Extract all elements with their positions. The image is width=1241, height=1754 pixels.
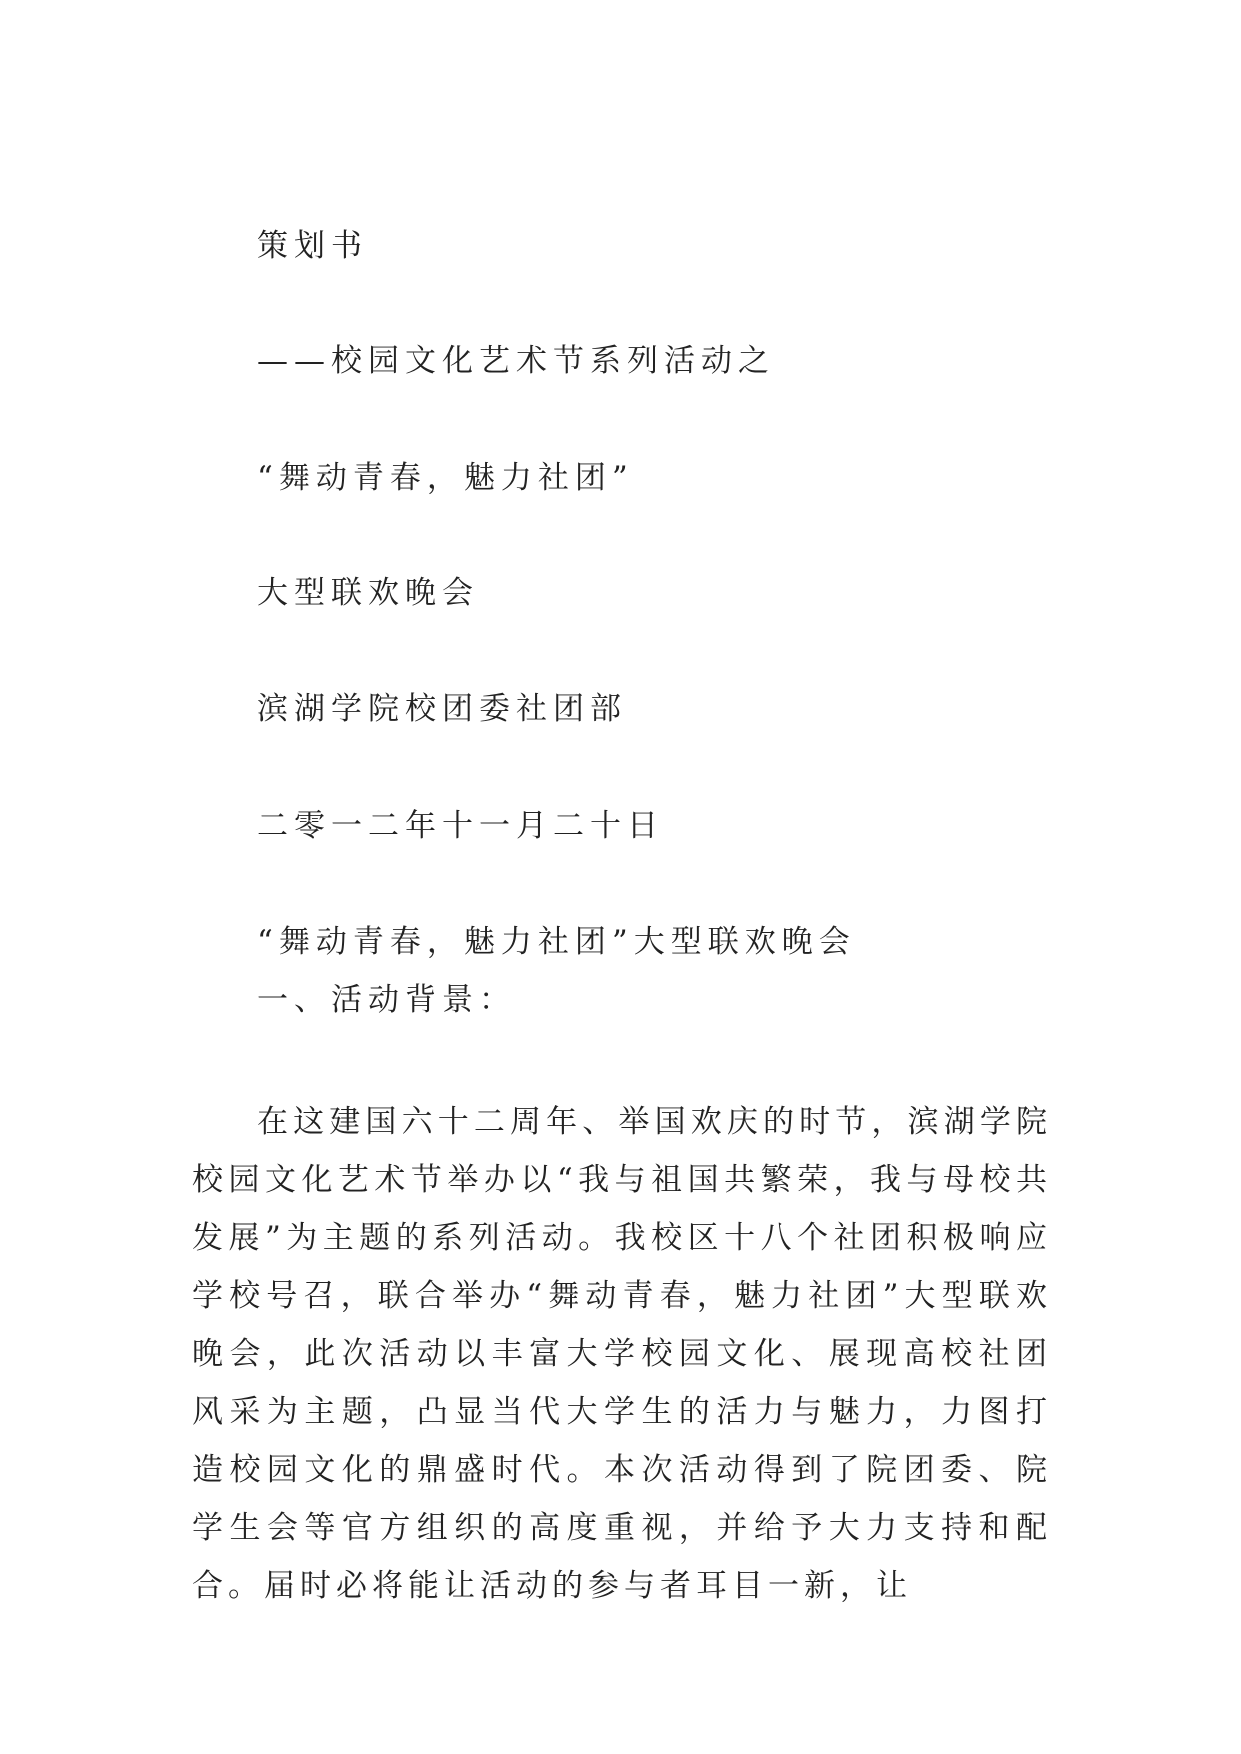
cover-event: 大型联欢晚会 bbox=[257, 575, 479, 611]
cover-subtitle: ——校园文化艺术节系列活动之 bbox=[257, 343, 775, 379]
section-title: 一、活动背景： bbox=[257, 982, 516, 1018]
cover-organizer: 滨湖学院校团委社团部 bbox=[257, 691, 627, 727]
body-heading: “舞动青春，魅力社团”大型联欢晚会 bbox=[257, 924, 856, 960]
background-paragraph: 在这建国六十二周年、举国欢庆的时节，滨湖学院校园文化艺术节举办以“我与祖国共繁荣，我与母校共发展”为主题的系列活动。我校区十八个社团积极响应学校号召，联合举办“舞动青春，魅力社团”大型联欢晚会，此次活动以丰富大学校园文化、展现高校社团风采为主题，凸显当代大学生的活力与魅力，力图打造校园文化的鼎盛时代。本次活动得到了院团委、院学生会等官方组织的高度重视，并给予大力支持和配合。届时必将能让活动的参与者耳目一新，让 bbox=[192, 1104, 1052, 1604]
cover-title: 策划书 bbox=[257, 228, 368, 264]
cover-theme: “舞动青春，魅力社团” bbox=[257, 460, 634, 496]
cover-date: 二零一二年十一月二十日 bbox=[257, 808, 664, 844]
